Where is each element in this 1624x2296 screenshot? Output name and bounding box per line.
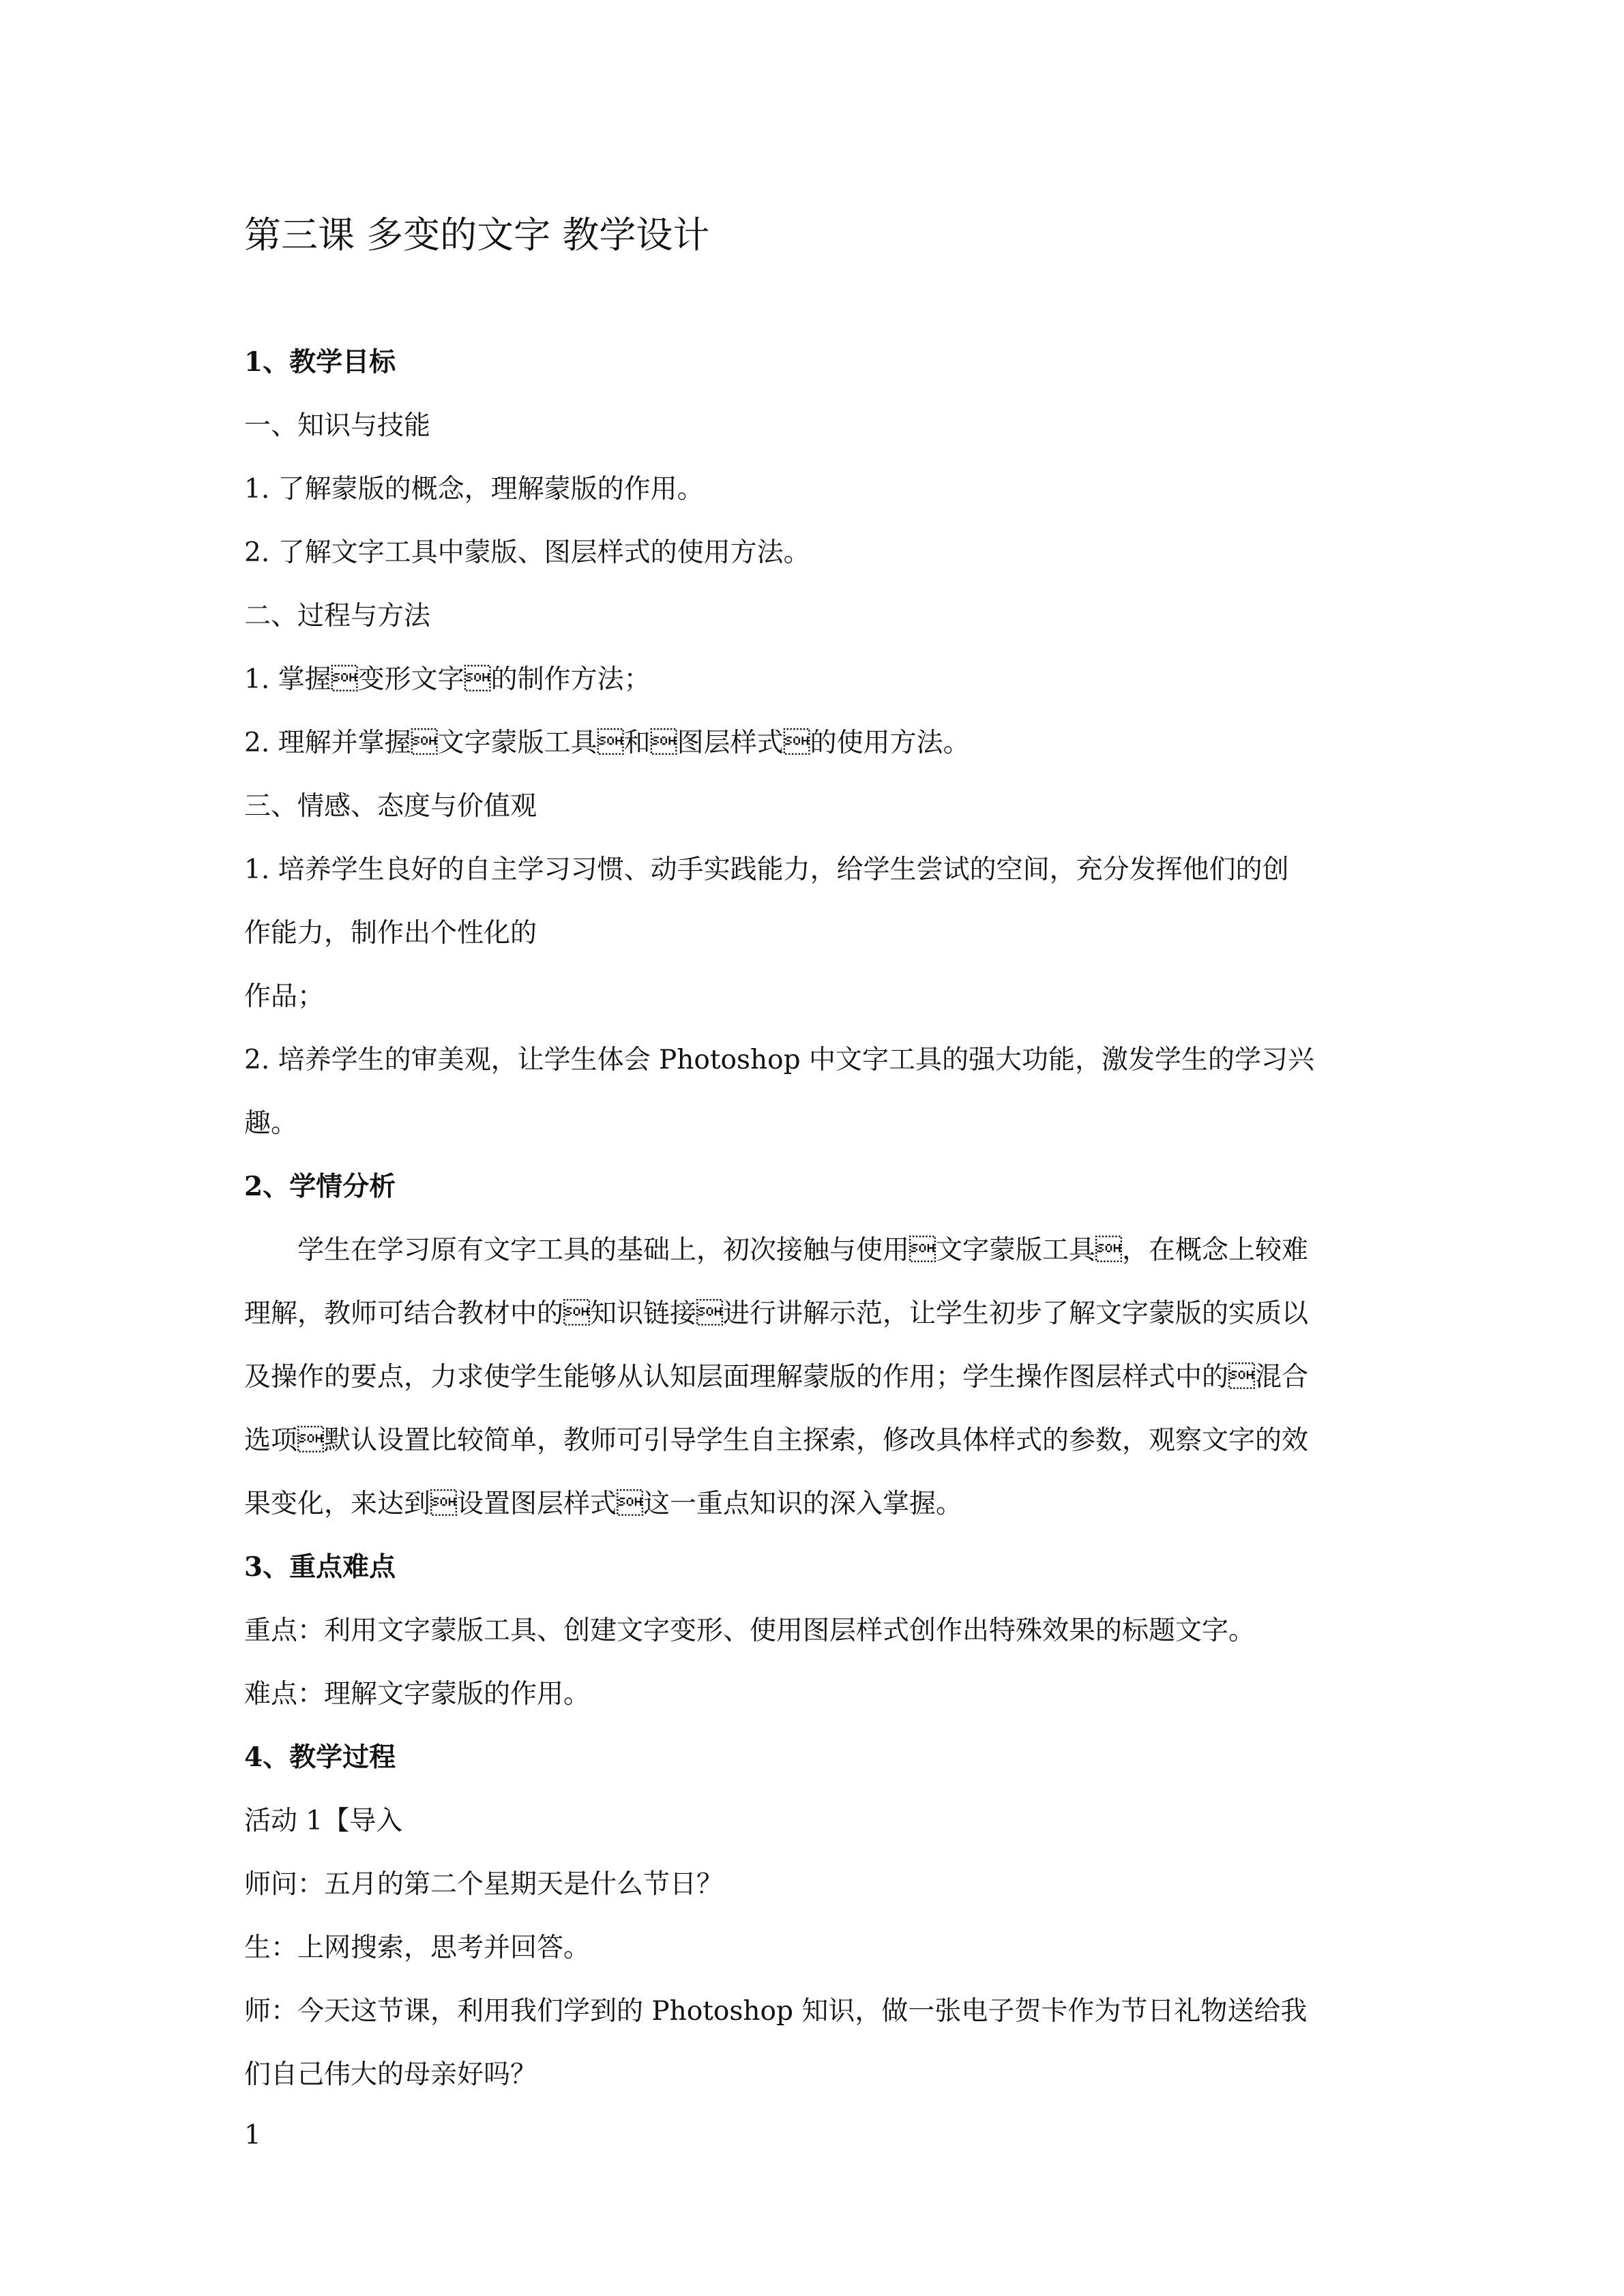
paragraph-line: 作品；: [244, 981, 325, 1012]
section-heading-teaching-process: 4、教学过程: [244, 1742, 396, 1773]
paragraph-line: 重点：利用文字蒙版工具、创建文字变形、使用图层样式创作出特殊效果的标题文字。: [244, 1615, 1256, 1646]
paragraph-line: 2. 培养学生的审美观，让学生体会 Photoshop 中文字工具的强大功能，激发学生的学习兴: [244, 1045, 1314, 1075]
paragraph-line: 活动 1【导入: [244, 1806, 403, 1836]
paragraph-line: 理解，教师可结合教材中的知识链接进行讲解示范，让学生初步了解文字蒙版的实质以: [244, 1298, 1309, 1329]
subheading-process-method: 二、过程与方法: [244, 601, 431, 631]
paragraph-line: 2. 理解并掌握文字蒙版工具和图层样式的使用方法。: [244, 728, 970, 758]
paragraph-line: 1. 了解蒙版的概念，理解蒙版的作用。: [244, 474, 704, 505]
paragraph-line: 师：今天这节课，利用我们学到的 Photoshop 知识，做一张电子贺卡作为节日礼物送给我: [244, 1996, 1308, 2027]
paragraph-line: 趣。: [244, 1108, 298, 1139]
paragraph-line: 1. 培养学生良好的自主学习习惯、动手实践能力，给学生尝试的空间，充分发挥他们的创: [244, 854, 1289, 885]
paragraph-line: 1. 掌握变形文字的制作方法；: [244, 664, 651, 695]
paragraph-line: 生：上网搜索，思考并回答。: [244, 1933, 591, 1963]
section-heading-key-points: 3、重点难点: [244, 1551, 396, 1583]
paragraph-line: 们自己伟大的母亲好吗？: [244, 2059, 537, 2090]
paragraph-line: 选项默认设置比较简单，教师可引导学生自主探索，修改具体样式的参数，观察文字的效: [244, 1425, 1309, 1456]
paragraph-line: 果变化，来达到设置图层样式这一重点知识的深入掌握。: [244, 1489, 963, 1519]
paragraph-line: 学生在学习原有文字工具的基础上，初次接触与使用文字蒙版工具，在概念上较难: [297, 1235, 1309, 1266]
section-heading-student-analysis: 2、学情分析: [244, 1171, 396, 1202]
subheading-emotion-values: 三、情感、态度与价值观: [244, 791, 537, 822]
section-heading-objectives: 1、教学目标: [244, 346, 396, 378]
document-title: 第三课 多变的文字 教学设计: [244, 213, 710, 256]
paragraph-line: 师问：五月的第二个星期天是什么节日？: [244, 1869, 724, 1900]
paragraph-line: 及操作的要点，力求使学生能够从认知层面理解蒙版的作用；学生操作图层样式中的混合: [244, 1362, 1309, 1392]
subheading-knowledge-skills: 一、知识与技能: [244, 411, 431, 441]
paragraph-line: 难点：理解文字蒙版的作用。: [244, 1679, 591, 1710]
paragraph-line: 作能力，制作出个性化的: [244, 918, 537, 949]
paragraph-line: 2. 了解文字工具中蒙版、图层样式的使用方法。: [244, 537, 810, 568]
document-body: [244, 331, 1383, 2106]
page-number: 1: [244, 2120, 261, 2151]
